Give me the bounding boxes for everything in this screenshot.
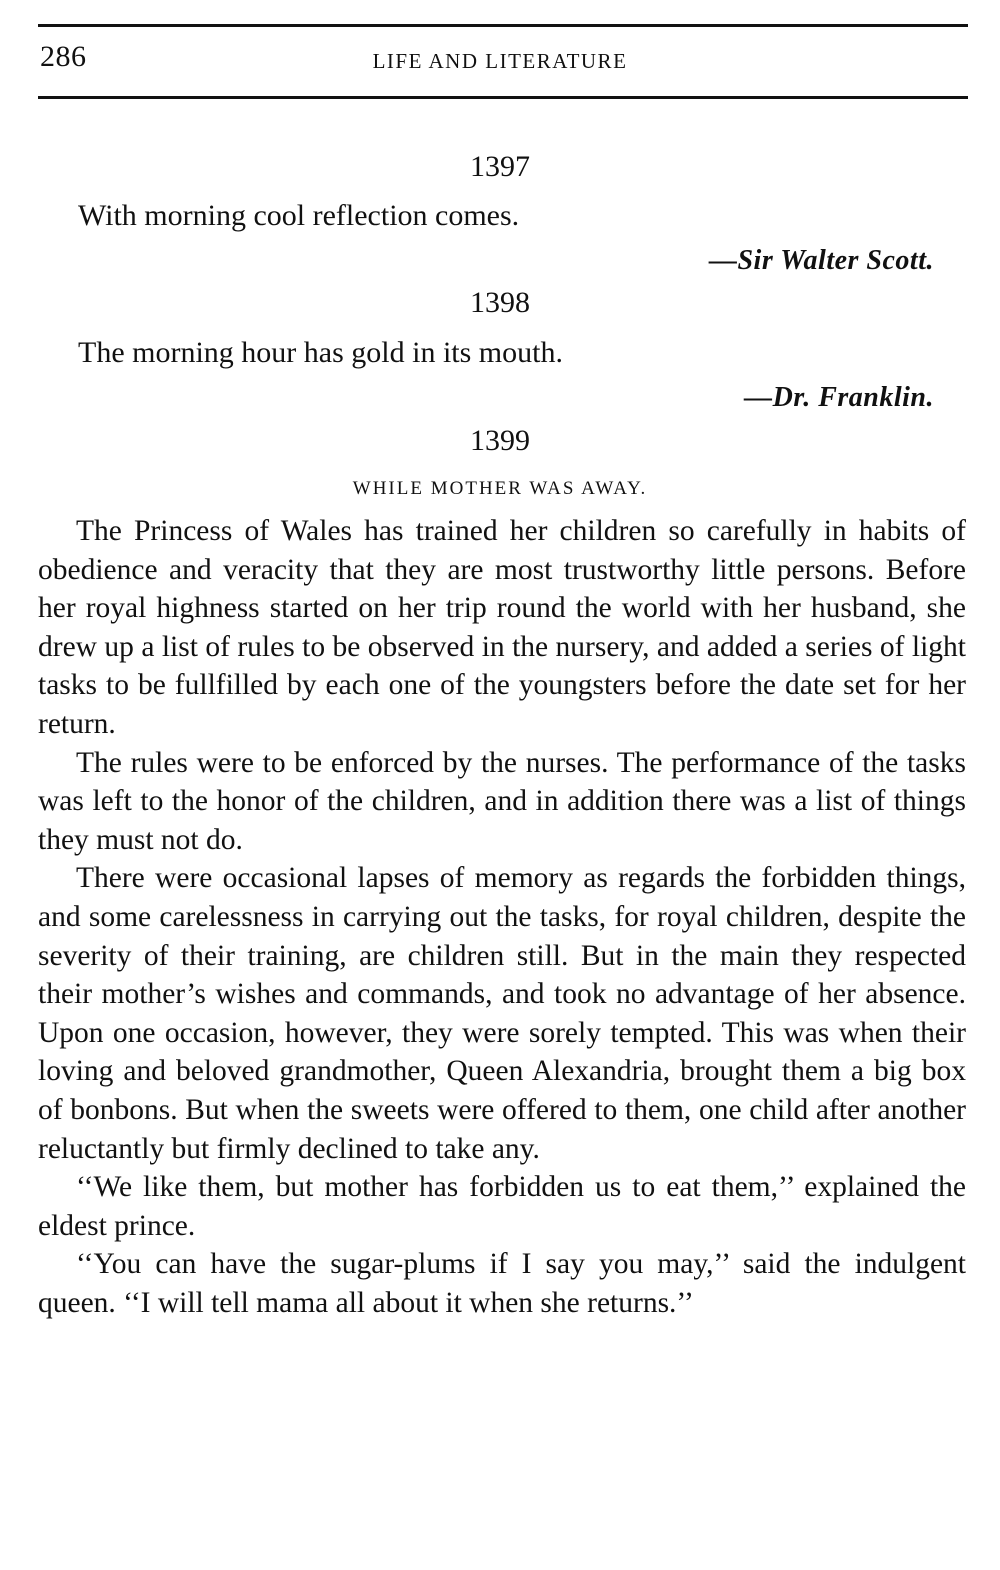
- header-top-rule: [38, 24, 968, 27]
- quote-text: With morning cool reflection comes.: [78, 199, 520, 232]
- quote-text: The morning hour has gold in its mouth.: [78, 336, 563, 369]
- story-title: WHILE MOTHER WAS AWAY.: [352, 478, 648, 499]
- header-bottom-rule: [38, 96, 968, 99]
- story-paragraph: There were occasional lapses of memory as regards the forbidden things, and some carelessness in carrying out the tasks, for royal children, despite the severity of their training, are children still. But in the main they respected their mother’s wishes and commands, and took no advantage of her absence. Upon one occasion, however, they were sorely tempted. This was when their loving and beloved grandmother, Queen Alexandria, brought them a big box of bonbons. But when the sweets were offered to them, one child after another reluctantly but firmly declined to take any.: [38, 862, 966, 1165]
- quote-attribution: —Dr. Franklin.: [744, 382, 934, 413]
- story-paragraph: ‘‘We like them, but mother has forbidden us to eat them,’’ explained the eldest prince.: [38, 1171, 966, 1242]
- quote-number: 1397: [470, 150, 530, 183]
- story-paragraph: The Princess of Wales has trained her children so carefully in habits of obedience and veracity that they are most trustworthy little persons. Before her royal highness started on her trip round the world with her husband, she drew up a list of rules to be observed in the nursery, and added a series of light tasks to be fullfilled by each one of the youngsters before the date set for her return.: [38, 515, 966, 740]
- page-number: 286: [40, 40, 87, 73]
- running-title: LIFE AND LITERATURE: [372, 49, 628, 73]
- story-body: [38, 512, 966, 1322]
- story-paragraph: ‘‘You can have the sugar-plums if I say you may,’’ said the indulgent queen. ‘‘I will tell mama all about it when she returns.’’: [38, 1248, 966, 1319]
- story-paragraph: The rules were to be enforced by the nurses. The performance of the tasks was left to the honor of the children, and in addition there was a list of things they must not do.: [38, 746, 966, 856]
- quote-number: 1398: [470, 286, 530, 319]
- quote-attribution: —Sir Walter Scott.: [708, 245, 934, 276]
- story-number: 1399: [470, 424, 530, 457]
